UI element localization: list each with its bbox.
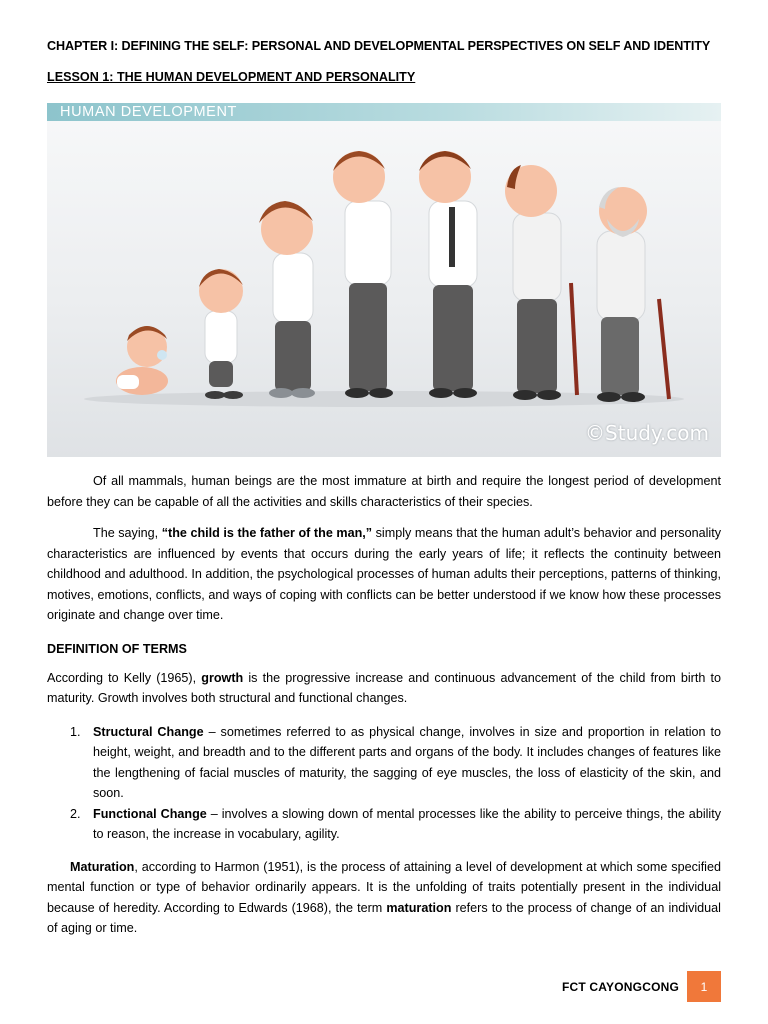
toddler-figure — [199, 269, 243, 399]
page-footer — [562, 971, 721, 1002]
growth-definition: is the progressive increase and continuous advancement of the child from birth to maturity. Growth involves both structural and functional changes. — [47, 670, 721, 705]
list-description: – involves a slowing down of mental processes like the ability to perceive things, the ability to reason, the increase in vocabulary, agility. — [93, 806, 722, 841]
page-number-badge: 1 — [687, 971, 721, 1002]
list-term: Structural Change — [93, 724, 204, 739]
list-description: – sometimes referred to as physical change, involves in size and proportion in relation to height, weight, and breadth and to the different parts and organs of the body. It includes changes of features like the lengthening of facial muscles of maturity, the sagging of eye muscles, the loss of elasticity of the skin, and soon. — [93, 724, 721, 800]
human-development-illustration — [47, 103, 721, 457]
paragraph-saying — [47, 523, 721, 626]
maturation-definition: , according to Harmon (1951), is the process of attaining a level of development at which some specified mental function or type of behavior ordinarily appears. It is the unfolding of traits potentially present in the individual because of heredity. According to Edwards (1968), the term — [47, 859, 721, 915]
footer-author: FCT CAYONGCONG — [561, 979, 679, 994]
baby-figure — [116, 326, 168, 395]
teen-figure — [333, 151, 393, 398]
list-item-structural-change — [47, 722, 721, 804]
life-stages-figures — [47, 103, 721, 457]
paragraph-saying-intro: The saying, — [93, 526, 162, 540]
paragraph-mammals: Of all mammals, human beings are the most immature at birth and require the longest period of development before they can be capable of all the activities and skills characteristics of their species. — [47, 474, 721, 509]
child-figure — [259, 201, 315, 398]
list-number: 1. — [70, 724, 81, 739]
chapter-title: CHAPTER I: DEFINING THE SELF: PERSONAL AND DEVELOPMENTAL PERSPECTIVES ON SELF AND IDENTITY — [47, 39, 711, 53]
list-item-functional-change — [47, 804, 721, 845]
definition-of-terms-heading: DEFINITION OF TERMS — [47, 641, 187, 656]
list-number: 2. — [70, 806, 81, 821]
growth-intro: According to Kelly (1965), — [47, 670, 202, 685]
paragraph-growth — [47, 668, 721, 709]
elderly-figure — [597, 187, 669, 402]
maturation-term: Maturation — [70, 859, 135, 874]
growth-term: growth — [201, 670, 244, 685]
list-term: Functional Change — [93, 806, 207, 821]
maturation-term-2: maturation — [386, 900, 452, 915]
study-com-watermark: ©Study.com — [585, 421, 709, 445]
figure-banner-title: HUMAN DEVELOPMENT — [60, 104, 237, 120]
document-page — [47, 38, 721, 939]
adult-figure — [419, 151, 477, 398]
saying-quote: “the child is the father of the man,” — [161, 526, 373, 540]
middle-aged-figure — [505, 165, 577, 400]
paragraph-saying-body: simply means that the human adult’s behavior and personality characteristics are influenced by events that occurs during the early years of life; it reflects the continuity between childhood and adulthood. In addition, the psychological processes of human adults their perceptions, patterns of thinking, motives, emotions, conflicts, and ways of coping with conflicts can be better understood if we know how these processes originate and change over time. — [47, 526, 722, 622]
maturation-definition-end: refers to the process of change of an individual of aging or time. — [47, 900, 721, 935]
paragraph-maturation — [47, 857, 721, 939]
change-types-list — [47, 722, 721, 845]
lesson-title: LESSON 1: THE HUMAN DEVELOPMENT AND PERSONALITY — [47, 70, 416, 84]
